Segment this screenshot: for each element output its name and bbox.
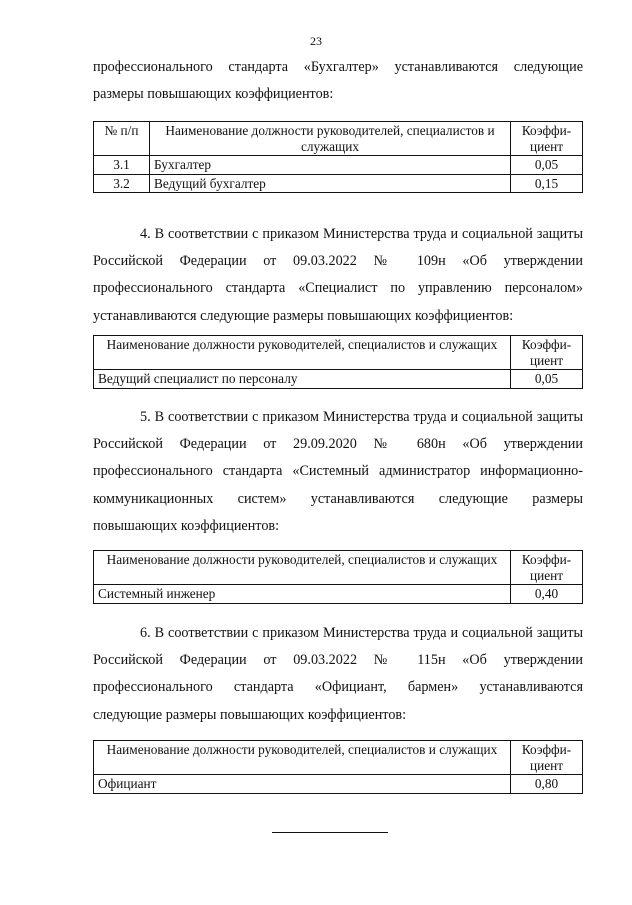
header-coefficient: Коэффи- циент — [511, 336, 583, 370]
table-header-row — [94, 551, 583, 585]
row-position: Системный инженер — [94, 585, 511, 604]
header-coefficient: Коэффи- циент — [511, 741, 583, 775]
row-position: Ведущий бухгалтер — [150, 174, 511, 193]
end-divider — [272, 832, 388, 833]
page-number: 23 — [310, 34, 322, 48]
table-row — [94, 174, 583, 193]
coefficient-table-waiter — [93, 740, 583, 794]
coefficient-table-sysadmin — [93, 550, 583, 604]
header-position-name: Наименование должности руководителей, специалистов и служащих — [94, 551, 511, 585]
header-number: № п/п — [94, 122, 150, 156]
table-header-row — [94, 741, 583, 775]
section-5-paragraph: 5. В соответствии с приказом Министерства труда и социальной защиты Российской Федерации от 29.09.2020 № 680н «Об утверждении профессионального стандарта «Системный администратор информационно-коммуникационных систем» устанавливаются следующие размеры повышающих коэффициентов: — [93, 409, 583, 534]
header-position-name: Наименование должности руководителей, специалистов и служащих — [94, 741, 511, 775]
row-number: 3.1 — [94, 156, 150, 175]
table-row — [94, 370, 583, 389]
row-position: Бухгалтер — [150, 156, 511, 175]
table-row — [94, 585, 583, 604]
row-position: Официант — [94, 775, 511, 794]
row-coefficient: 0,05 — [511, 370, 583, 389]
row-position: Ведущий специалист по персоналу — [94, 370, 511, 389]
row-coefficient: 0,05 — [511, 156, 583, 175]
table-header-row — [94, 122, 583, 156]
row-coefficient: 0,40 — [511, 585, 583, 604]
coefficient-table-accountant — [93, 121, 583, 193]
coefficient-table-hr — [93, 335, 583, 389]
table-row — [94, 156, 583, 175]
section-4-paragraph: 4. В соответствии с приказом Министерства труда и социальной защиты Российской Федерации от 09.03.2022 № 109н «Об утверждении профессионального стандарта «Специалист по управлению персоналом» устанавливаются следующие размеры повышающих коэффициентов: — [93, 226, 583, 324]
intro-paragraph: профессионального стандарта «Бухгалтер» устанавливаются следующие размеры повышающих коэффициентов: — [93, 59, 583, 103]
row-number: 3.2 — [94, 174, 150, 193]
header-coefficient: Коэффи- циент — [511, 122, 583, 156]
header-position-name: Наименование должности руководителей, специалистов и служащих — [94, 336, 511, 370]
section-6-paragraph: 6. В соответствии с приказом Министерства труда и социальной защиты Российской Федерации от 09.03.2022 № 115н «Об утверждении профессионального стандарта «Официант, бармен» устанавливаются следующие размеры повышающих коэффициентов: — [93, 625, 583, 723]
row-coefficient: 0,15 — [511, 174, 583, 193]
header-position-name: Наименование должности руководителей, специалистов и служащих — [150, 122, 511, 156]
row-coefficient: 0,80 — [511, 775, 583, 794]
header-coefficient: Коэффи- циент — [511, 551, 583, 585]
table-header-row — [94, 336, 583, 370]
table-row — [94, 775, 583, 794]
